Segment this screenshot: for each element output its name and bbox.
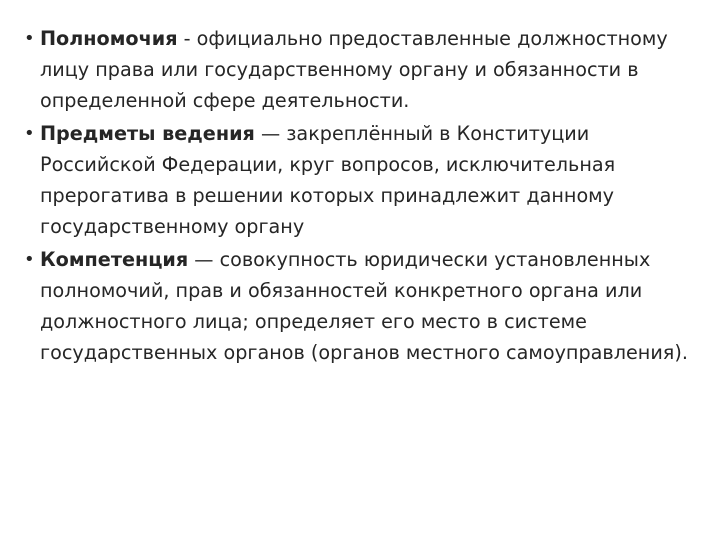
term-label: Компетенция [40, 248, 189, 271]
list-item-kompetentsiya [24, 244, 704, 368]
definition-text: — совокупность юридически установленных полномочий, прав и обязанностей конкретного органа или должностного лица; определяет его место в системе государственных органов (органов местного самоуправления). [40, 248, 688, 364]
bullet-icon: • [24, 28, 35, 49]
list-item-polnomochiya [24, 23, 704, 116]
bullet-icon: • [24, 249, 35, 270]
list-item-text [40, 118, 704, 242]
definition-text: - официально предоставленные должностному лицу права или государственному органу и обязанности в определенной сфере деятельности. [40, 27, 668, 112]
bullet-list [24, 23, 704, 370]
list-item-text [40, 23, 704, 116]
bullet-icon: • [24, 123, 35, 144]
list-item-predmety-vedeniya [24, 118, 704, 242]
definition-text: — закреплённый в Конституции Российской Федерации, круг вопросов, исключительная прерогатива в решении которых принадлежит данному государственному органу [40, 122, 616, 238]
list-item-text [40, 244, 704, 368]
term-label: Предметы ведения [40, 122, 255, 145]
term-label: Полномочия [40, 27, 178, 50]
